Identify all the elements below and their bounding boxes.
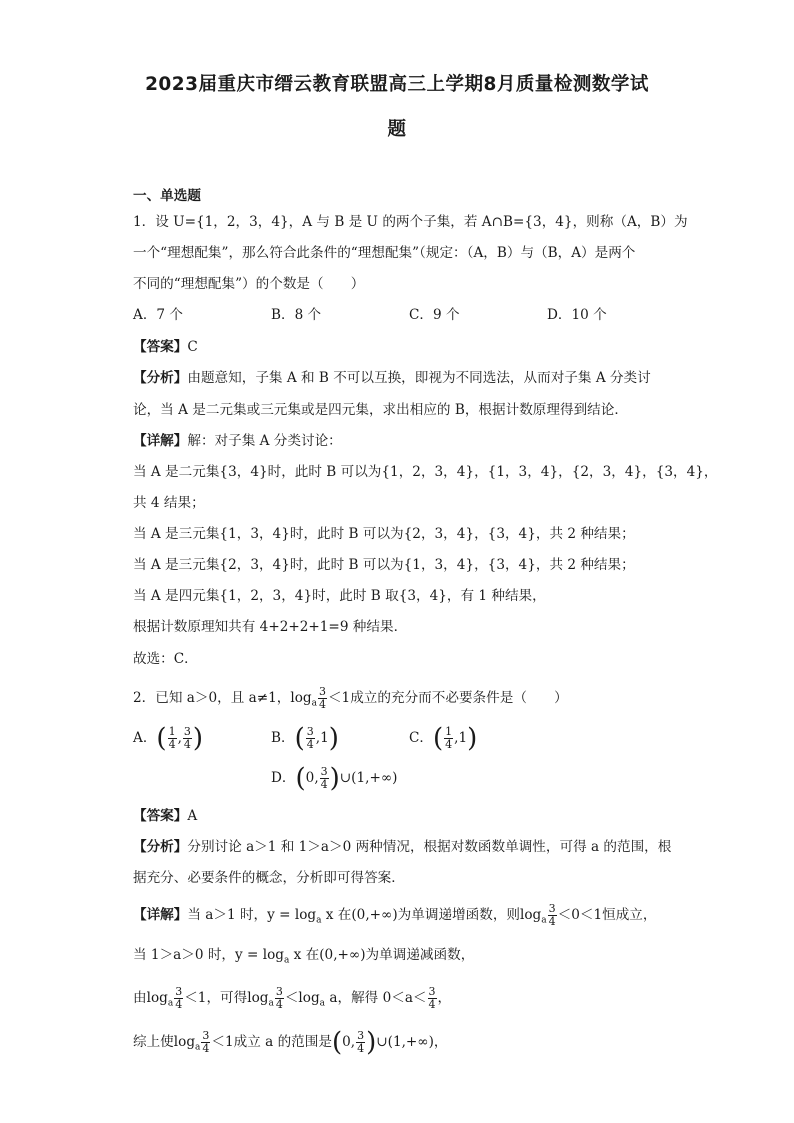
fraction: [306, 726, 315, 751]
fraction: [318, 686, 327, 711]
section-heading: 一、单选题: [133, 188, 201, 204]
option-label: D．: [271, 770, 296, 786]
detail-text: ＜0＜1恒成立，: [557, 907, 657, 923]
log-base: a: [316, 915, 322, 926]
option-label: B．: [271, 730, 295, 746]
q2-option-a: A．( $\frac{1}{4}$ , $\frac{3}{4}$ ): [133, 723, 204, 754]
fraction: [428, 986, 437, 1011]
option-label: C．: [409, 730, 433, 746]
detail-text: ＜log: [284, 990, 320, 1006]
detail-text: ＜1成立 a 的范围是: [211, 1034, 332, 1050]
fraction-numerator: 3: [357, 1029, 365, 1042]
left-paren: (: [295, 763, 306, 794]
detail-text: ＜1，可得: [184, 990, 248, 1006]
analysis-text: 分别讨论 a＞1 和 1＞a＞0 两种情况，根据对数函数单调性，可得 a 的范围，根: [187, 839, 672, 855]
detail-text: x 在(0,+∞)为单调递减函数，: [289, 947, 475, 963]
q2-stem-post: 成立的充分而不必要条件是（ ）: [350, 690, 568, 706]
q2-option-b: B．( $\frac{3}{4}$ ,1): [271, 723, 339, 754]
fraction-numerator: 3: [202, 1029, 210, 1042]
q1-detail-line2: 当 A 是二元集{3，4}时，此时 B 可以为{1，2，3，4}，{1，3，4}，{2，3，4}，{3，4}，: [133, 464, 718, 480]
right-paren: ): [467, 723, 478, 754]
fraction: [548, 903, 557, 928]
detail-text: 当 a＞1 时，y = log: [187, 907, 317, 923]
fraction: [356, 1030, 365, 1055]
fraction: [168, 726, 177, 751]
fraction-numerator: 1: [168, 725, 176, 738]
left-paren: (: [294, 723, 305, 754]
fraction-denominator: 4: [175, 998, 183, 1011]
fraction-denominator: 4: [318, 698, 326, 711]
fraction-numerator: 3: [306, 725, 314, 738]
log-text: log: [290, 690, 312, 706]
left-paren: (: [156, 723, 167, 754]
q1-detail-line1: [133, 431, 342, 451]
detail-text: 当 1＞a＞0 时，y = log: [133, 947, 284, 963]
q1-answer: [133, 337, 198, 357]
q2-analysis-line1: [133, 837, 671, 857]
q2-detail-line1: [133, 903, 657, 931]
doc-title-line1: 2023届重庆市缙云教育联盟高三上学期8月质量检测数学试: [145, 74, 649, 95]
log-base: a: [319, 998, 326, 1009]
answer-tag: 【答案】: [133, 339, 188, 355]
analysis-tag: 【分析】: [133, 370, 188, 386]
log-base: a: [268, 998, 274, 1009]
detail-text: 解：对子集 A 分类讨论：: [187, 433, 342, 449]
q2-option-d: D．(0, $\frac{3}{4}$ )∪(1,+∞): [271, 763, 398, 794]
fraction-denominator: 4: [357, 1042, 365, 1055]
fraction-denominator: 4: [275, 998, 283, 1011]
answer-value: C: [187, 339, 198, 355]
log-text: log: [520, 907, 542, 923]
q2-analysis-line2: 据充分、必要条件的概念，分析即可得答案．: [133, 870, 405, 886]
detail-text: ，: [437, 990, 452, 1006]
log-text: log: [173, 1034, 196, 1050]
fraction-numerator: 1: [445, 725, 453, 738]
fraction-numerator: 3: [183, 725, 191, 738]
q2-detail-line2: [133, 945, 474, 971]
answer-value: A: [187, 808, 198, 824]
number: 1: [458, 730, 468, 746]
detail-tag: 【详解】: [133, 907, 188, 923]
right-paren: ): [329, 763, 340, 794]
q1-stem-line3: 不同的“理想配集”）的个数是（ ）: [133, 276, 365, 292]
q1-detail-line5: 当 A 是三元集{2，3，4}时，此时 B 可以为{1，3，4}，{3，4}，共 2 种结果；: [133, 557, 635, 573]
q2-detail-line4: 综上使$\log_a$ $\frac{3}{4}$ ＜1成立 a 的范围是(0, $\frac{3}{4}$ )∪(1,+∞)，: [133, 1027, 448, 1058]
fraction-denominator: 4: [445, 738, 453, 751]
fraction: [444, 726, 453, 751]
q1-analysis-line1: [133, 368, 651, 388]
fraction-numerator: 3: [320, 765, 328, 778]
fraction-numerator: 3: [275, 985, 283, 998]
q1-stem-line2: 一个“理想配集”，那么符合此条件的“理想配集”（规定：（A，B）与（B，A）是两个: [133, 245, 636, 261]
q1-detail-line7: 根据计数原理知共有 4+2+2+1=9 种结果．: [133, 619, 408, 635]
q2-stem-pre: 2．已知 a＞0，且 a≠1，: [133, 690, 291, 706]
detail-text: a，解得 0＜a＜: [325, 990, 427, 1006]
fraction: [275, 986, 284, 1011]
log-text: log: [146, 990, 168, 1006]
fraction-denominator: 4: [428, 998, 436, 1011]
number: 0: [342, 1034, 351, 1050]
union-tail: ∪(1,+∞): [339, 770, 398, 786]
fraction-denominator: 4: [183, 738, 191, 751]
q1-detail-line3: 共 4 结果；: [133, 495, 205, 511]
q1-option-a: A．7 个: [133, 307, 183, 323]
q1-detail-line6: 当 A 是四元集{1，2，3，4}时，此时 B 取{3，4}，有 1 种结果，: [133, 588, 546, 604]
q1-option-b: B．8 个: [271, 307, 322, 323]
fraction-numerator: 3: [548, 902, 556, 915]
right-paren: ): [328, 723, 339, 754]
fraction: [183, 726, 192, 751]
fraction-denominator: 4: [168, 738, 176, 751]
fraction-numerator: 3: [318, 685, 326, 698]
q2-detail-line3: [133, 986, 451, 1014]
right-paren: ): [366, 1027, 377, 1058]
log-text: log: [247, 990, 269, 1006]
fraction: [201, 1030, 210, 1055]
fraction-numerator: 3: [175, 985, 183, 998]
left-paren: (: [433, 723, 444, 754]
analysis-text: 由题意知，子集 A 和 B 不可以互换，即视为不同选法，从而对子集 A 分类讨: [187, 370, 651, 386]
detail-text: ∪(1,+∞)，: [376, 1034, 448, 1050]
left-paren: (: [331, 1027, 343, 1058]
q1-option-c: C．9 个: [409, 307, 460, 323]
q1-stem-line1: 1．设 U={1，2，3，4}，A 与 B 是 U 的两个子集，若 A∩B={3，4}，则称（A，B）为: [133, 214, 688, 230]
log-base: a: [283, 955, 290, 966]
detail-tag: 【详解】: [133, 433, 188, 449]
fraction-denominator: 4: [548, 915, 556, 928]
q2-answer: [133, 806, 197, 826]
fraction-denominator: 4: [202, 1042, 210, 1055]
detail-text: 由: [133, 990, 147, 1006]
fraction-denominator: 4: [320, 778, 328, 791]
fraction-denominator: 4: [306, 738, 314, 751]
option-label: A．: [133, 730, 157, 746]
q2-option-c: C．( $\frac{1}{4}$ ,1): [409, 723, 478, 754]
detail-text: x 在(0,+∞)为单调递增函数，则: [321, 907, 521, 923]
log-base: a: [311, 698, 317, 709]
answer-tag: 【答案】: [133, 808, 188, 824]
number: 1: [320, 730, 329, 746]
fraction: [174, 986, 183, 1011]
log-base: a: [195, 1042, 201, 1053]
q1-conclusion: 故选：C．: [133, 651, 198, 667]
fraction: [320, 766, 329, 791]
less-than-one: ＜1: [327, 690, 351, 706]
detail-text: 综上使: [133, 1034, 174, 1050]
doc-title-line2: 题: [387, 119, 407, 140]
q1-option-d: D．10 个: [547, 307, 607, 323]
fraction-numerator: 3: [428, 985, 436, 998]
q1-detail-line4: 当 A 是三元集{1，3，4}时，此时 B 可以为{2，3，4}，{3，4}，共 2 种结果；: [133, 526, 635, 542]
right-paren: ): [192, 723, 204, 754]
log-base: a: [167, 998, 174, 1009]
log-base: a: [541, 915, 547, 926]
q1-analysis-line2: 论，当 A 是二元集或三元集或是四元集，求出相应的 B，根据计数原理得到结论．: [133, 402, 628, 418]
number: 0: [305, 770, 315, 786]
q2-stem: [133, 686, 568, 714]
analysis-tag: 【分析】: [133, 839, 188, 855]
